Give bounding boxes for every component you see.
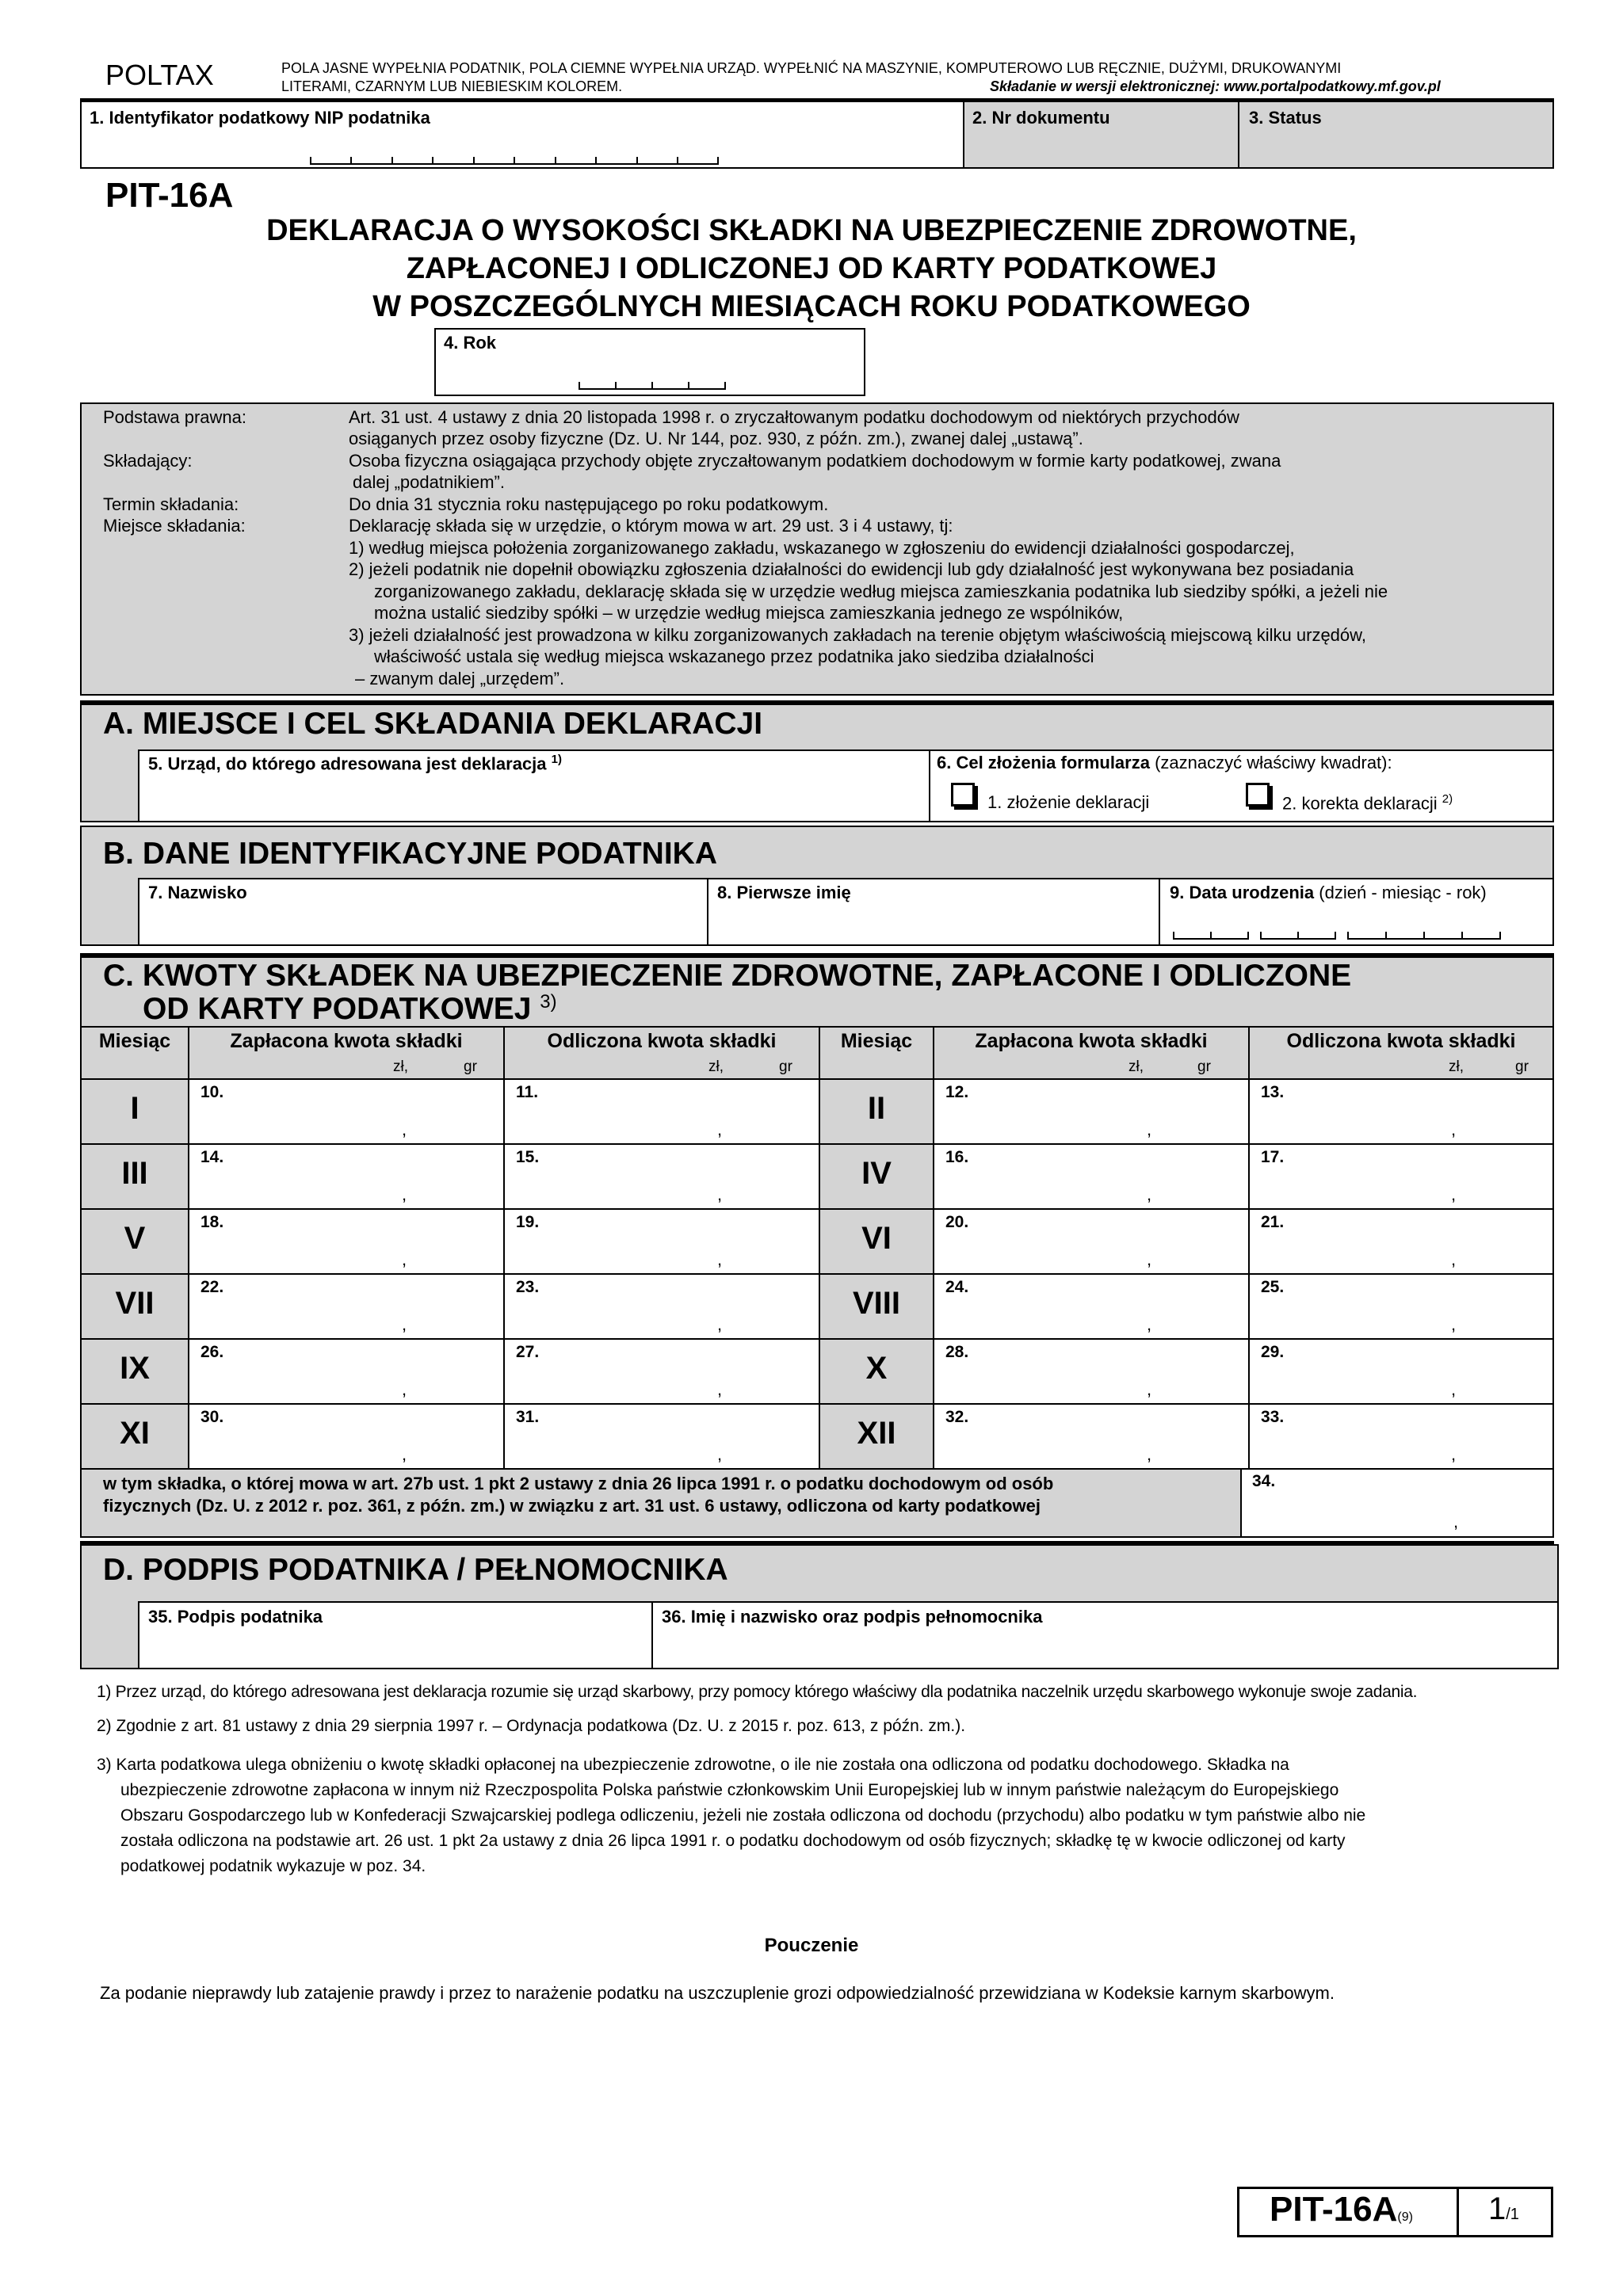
footnote-3-line-5: podatkowej podatnik wykazuje w poz. 34. <box>120 1857 426 1875</box>
section-c-title-2 <box>143 991 557 1027</box>
field-number: 29. <box>1261 1343 1285 1361</box>
month-label: IX <box>120 1351 150 1386</box>
month-label: III <box>121 1156 148 1191</box>
field-number: 13. <box>1261 1083 1285 1101</box>
decimal-comma: , <box>717 1379 723 1399</box>
month-label: XII <box>857 1416 896 1451</box>
decimal-comma: , <box>1147 1379 1152 1399</box>
unit-zl-1: zł, <box>393 1058 408 1075</box>
col-deducted-right-label: Odliczona kwota składki <box>1286 1030 1516 1052</box>
footnote-3-line-2: ubezpieczenie zdrowotne zapłacona w innym niż Rzeczpospolita Polska państwie członkowskim Unii Europejskiej lub w innym państwie należącym do Europejskiego <box>120 1781 1339 1799</box>
section-b-title: B. DANE IDENTYFIKACYJNE PODATNIKA <box>103 837 717 871</box>
month-label: XI <box>120 1416 150 1451</box>
decimal-comma: , <box>1451 1444 1457 1464</box>
option-correction-sup: 2) <box>1442 792 1453 806</box>
decimal-comma: , <box>1451 1249 1457 1269</box>
decimal-comma: , <box>402 1184 407 1204</box>
field-number: 20. <box>945 1213 969 1231</box>
field-number: 15. <box>516 1148 540 1166</box>
unit-zl-2: zł, <box>708 1058 724 1075</box>
surname-label: 7. Nazwisko <box>148 883 247 902</box>
notice-text: Za podanie nieprawdy lub zatajenie prawdy i przez to narażenie podatku na uszczuplenie grozi odpowiedzialność przewidziana w Kodeksie karnym skarbowym. <box>100 1983 1335 2003</box>
decimal-comma: , <box>402 1249 407 1269</box>
field-number: 22. <box>200 1278 224 1296</box>
decimal-comma: , <box>717 1314 723 1334</box>
decimal-comma: , <box>717 1444 723 1464</box>
decimal-comma: , <box>402 1379 407 1399</box>
amount-field-paid-left[interactable] <box>188 1208 505 1275</box>
amount-field-paid-left[interactable] <box>188 1403 505 1470</box>
field-number: 31. <box>516 1408 540 1426</box>
month-label: I <box>130 1091 139 1126</box>
footer-version: (9) <box>1397 2210 1413 2224</box>
month-label: IV <box>861 1156 892 1191</box>
amount-field-paid-left[interactable] <box>188 1078 505 1145</box>
decimal-comma: , <box>1147 1184 1152 1204</box>
month-label: VII <box>115 1286 155 1321</box>
footnote-3-line-1: 3) Karta podatkowa ulega obniżeniu o kwotę składki opłaconej na ubezpieczenie zdrowotne, o ile nie została ona odliczona od podatku dochodowego. Składka na <box>97 1756 1289 1774</box>
filer-text-1: Osoba fizyczna osiągająca przychody objęte zryczałtowanym podatkiem dochodowym w formie karty podatkowej, zwana <box>349 451 1281 471</box>
month-label: VIII <box>852 1286 901 1321</box>
section-a-title: A. MIEJSCE I CEL SKŁADANIA DEKLARACJI <box>103 707 763 741</box>
field-number: 32. <box>945 1408 969 1426</box>
form-title-line-3: W POSZCZEGÓLNYCH MIESIĄCACH ROKU PODATKOWEGO <box>372 290 1251 323</box>
place-text-2: 1) według miejsca położenia zorganizowanego zakładu, wskazanego w zgłoszeniu do ewidencji działalności gospodarczej, <box>349 538 1295 558</box>
field-number: 23. <box>516 1278 540 1296</box>
footer-page-total: /1 <box>1506 2206 1519 2223</box>
field-number: 16. <box>945 1148 969 1166</box>
amount-field-deducted-left[interactable] <box>503 1338 820 1405</box>
month-label: X <box>865 1351 888 1386</box>
purpose-label-text: 6. Cel złożenia formularza <box>937 753 1150 772</box>
footer-code-text: PIT-16A <box>1270 2190 1398 2229</box>
year-input-ticks <box>579 379 726 390</box>
amount-field-deducted-right[interactable] <box>1248 1403 1554 1470</box>
place-text-5: można ustalić siedziby spółki – w urzędzie według miejsca zamieszkania jednego ze wspólników, <box>374 603 1124 623</box>
field-number: 10. <box>200 1083 224 1101</box>
form-title-line-2: ZAPŁACONEJ I ODLICZONEJ OD KARTY PODATKOWEJ <box>406 252 1217 285</box>
option-correction-text: 2. korekta deklaracji <box>1282 793 1438 814</box>
instructions-line-1: POLA JASNE WYPEŁNIA PODATNIK, POLA CIEMNE WYPEŁNIA URZĄD. WYPEŁNIĆ NA MASZYNIE, KOMPUTEROWO LUB RĘCZNIE, DUŻYMI, DRUKOWANYMI <box>281 60 1342 76</box>
col-month-left-label: Miesiąc <box>98 1030 171 1052</box>
footer-page <box>1488 2191 1519 2227</box>
decimal-comma: , <box>1147 1314 1152 1334</box>
col-paid-left-label: Zapłacona kwota składki <box>230 1030 463 1052</box>
unit-gr-4: gr <box>1515 1058 1529 1075</box>
footnote-2: 2) Zgodnie z art. 81 ustawy z dnia 29 sierpnia 1997 r. – Ordynacja podatkowa (Dz. U. z 2015 r. poz. 613, z późn. zm.). <box>97 1717 966 1735</box>
footnote-1: 1) Przez urząd, do którego adresowana jest deklaracja rozumie się urząd skarbowy, przy pomocy którego właściwy dla podatnika naczelnik urzędu skarbowego wykonuje swoje zadania. <box>97 1683 1418 1701</box>
decimal-comma: , <box>402 1314 407 1334</box>
amount-field-paid-left[interactable] <box>188 1143 505 1210</box>
proxy-label: 36. Imię i nazwisko oraz podpis pełnomocnika <box>662 1607 1043 1627</box>
dob-label <box>1170 883 1487 903</box>
col-deducted-left-label: Odliczona kwota składki <box>547 1030 777 1052</box>
field-number: 33. <box>1261 1408 1285 1426</box>
field-number: 21. <box>1261 1213 1285 1231</box>
amount-field-deducted-right[interactable] <box>1248 1273 1554 1340</box>
field-number: 24. <box>945 1278 969 1296</box>
office-label-text: 5. Urząd, do którego adresowana jest deklaracja <box>148 753 547 774</box>
deadline-label: Termin składania: <box>103 494 239 514</box>
amount-field-deducted-left[interactable] <box>503 1143 820 1210</box>
place-text-6: 3) jeżeli działalność jest prowadzona w kilku zorganizowanych zakładach na terenie objętym właściwością miejscową kilku urzędów, <box>349 625 1366 645</box>
decimal-comma: , <box>1147 1249 1152 1269</box>
field-number: 28. <box>945 1343 969 1361</box>
amount-field-deducted-right[interactable] <box>1248 1208 1554 1275</box>
amount-field-paid-right[interactable] <box>933 1338 1250 1405</box>
place-label: Miejsce składania: <box>103 516 246 536</box>
field-number: 25. <box>1261 1278 1285 1296</box>
filer-text-2: dalej „podatnikiem”. <box>353 472 505 492</box>
dob-label-text: 9. Data urodzenia <box>1170 883 1315 902</box>
office-label-sup: 1) <box>551 753 562 766</box>
decimal-comma: , <box>717 1119 723 1139</box>
month-label: II <box>867 1091 886 1126</box>
amount-field-paid-right[interactable] <box>933 1403 1250 1470</box>
filer-label: Składający: <box>103 451 193 471</box>
month-label: V <box>124 1221 146 1256</box>
instructions-line-2: LITERAMI, CZARNYM LUB NIEBIESKIM KOLOREM. <box>281 78 623 94</box>
place-text-4: zorganizowanego zakładu, deklarację składa się w urzędzie według miejsca zamieszkania podatnika lub siedziby spółki, a jeżeli nie <box>374 582 1388 601</box>
field-number: 11. <box>516 1083 539 1101</box>
document-number-label: 2. Nr dokumentu <box>972 108 1110 128</box>
place-text-8: – zwanym dalej „urzędem”. <box>355 669 565 688</box>
amount-field-deducted-left[interactable] <box>503 1078 820 1145</box>
total-line-1: w tym składka, o której mowa w art. 27b ust. 1 pkt 2 ustawy z dnia 26 lipca 1991 r. o podatku dochodowym od osób <box>103 1474 1054 1493</box>
firstname-label: 8. Pierwsze imię <box>717 883 851 902</box>
dob-ticks-day <box>1173 929 1249 940</box>
deadline-text: Do dnia 31 stycznia roku następującego po roku podatkowym. <box>349 494 829 514</box>
field-34-comma: , <box>1453 1512 1459 1531</box>
unit-gr-2: gr <box>779 1058 792 1075</box>
total-line-2: fizycznych (Dz. U. z 2012 r. poz. 361, z późn. zm.) w związku z art. 31 ust. 6 ustawy, odliczona od karty podatkowej <box>103 1496 1041 1516</box>
option-declaration-label: 1. złożenie deklaracji <box>987 792 1150 812</box>
dob-hint: (dzień - miesiąc - rok) <box>1319 883 1487 902</box>
basis-text-2: osiąganych przez osoby fizyczne (Dz. U. Nr 144, poz. 930, z późn. zm.), zwanej dalej „ustawą”. <box>349 429 1083 448</box>
amount-field-deducted-left[interactable] <box>503 1273 820 1340</box>
footer-page-number: 1 <box>1488 2191 1507 2226</box>
amount-field-paid-right[interactable] <box>933 1143 1250 1210</box>
section-c-title-1: C. KWOTY SKŁADEK NA UBEZPIECZENIE ZDROWOTNE, ZAPŁACONE I ODLICZONE <box>103 959 1352 993</box>
unit-gr-1: gr <box>464 1058 477 1075</box>
office-label <box>148 753 562 774</box>
decimal-comma: , <box>717 1184 723 1204</box>
unit-gr-3: gr <box>1197 1058 1211 1075</box>
decimal-comma: , <box>1451 1379 1457 1399</box>
year-label: 4. Rok <box>444 333 497 353</box>
dob-ticks-month <box>1260 929 1336 940</box>
option-declaration-checkbox[interactable] <box>951 783 975 807</box>
month-label: VI <box>861 1221 892 1256</box>
footer-form-code <box>1270 2190 1413 2229</box>
place-text-1: Deklarację składa się w urzędzie, o którym mowa w art. 29 ust. 3 i 4 ustawy, tj: <box>349 516 953 536</box>
section-c-title-sup: 3) <box>540 991 557 1013</box>
amount-field-paid-right[interactable] <box>933 1208 1250 1275</box>
form-title-line-1: DEKLARACJA O WYSOKOŚCI SKŁADKI NA UBEZPIECZENIE ZDROWOTNE, <box>266 214 1357 247</box>
field-number: 17. <box>1261 1148 1285 1166</box>
col-paid-right-label: Zapłacona kwota składki <box>975 1030 1208 1052</box>
col-month-right-label: Miesiąc <box>840 1030 913 1052</box>
dob-ticks-year <box>1347 929 1501 940</box>
form-code: PIT-16A <box>105 176 234 215</box>
field-number: 12. <box>945 1083 969 1101</box>
status-label: 3. Status <box>1249 108 1322 128</box>
purpose-label <box>937 753 1392 773</box>
field-number: 19. <box>516 1213 540 1231</box>
field-34-number: 34. <box>1252 1472 1276 1490</box>
unit-zl-3: zł, <box>1128 1058 1144 1075</box>
nip-input-ticks <box>310 154 719 165</box>
amount-field-paid-right[interactable] <box>933 1273 1250 1340</box>
amount-field-paid-right[interactable] <box>933 1078 1250 1145</box>
amount-field-deducted-right[interactable] <box>1248 1078 1554 1145</box>
basis-label: Podstawa prawna: <box>103 407 246 427</box>
decimal-comma: , <box>402 1444 407 1464</box>
nip-label: 1. Identyfikator podatkowy NIP podatnika <box>90 108 430 128</box>
decimal-comma: , <box>1147 1444 1152 1464</box>
amount-field-paid-left[interactable] <box>188 1338 505 1405</box>
signature-label: 35. Podpis podatnika <box>148 1607 323 1627</box>
brand-logo: POLTAX <box>105 59 214 91</box>
place-text-3: 2) jeżeli podatnik nie dopełnił obowiązku zgłoszenia działalności do ewidencji lub gdy działalność jest wykonywana bez posiadania <box>349 559 1354 579</box>
amount-field-deducted-right[interactable] <box>1248 1143 1554 1210</box>
option-correction-checkbox[interactable] <box>1246 783 1270 807</box>
purpose-hint: (zaznaczyć właściwy kwadrat): <box>1155 753 1392 772</box>
basis-text-1: Art. 31 ust. 4 ustawy z dnia 20 listopada 1998 r. o zryczałtowanym podatku dochodowym od niektórych przychodów <box>349 407 1239 427</box>
field-number: 30. <box>200 1408 224 1426</box>
place-text-7: właściwość ustala się według miejsca wskazanego przez podatnika jako siedziba działalności <box>374 646 1094 666</box>
amount-field-paid-left[interactable] <box>188 1273 505 1340</box>
field-number: 27. <box>516 1343 540 1361</box>
decimal-comma: , <box>1451 1119 1457 1139</box>
electronic-filing-note: Składanie w wersji elektronicznej: www.portalpodatkowy.mf.gov.pl <box>990 78 1441 94</box>
unit-zl-4: zł, <box>1449 1058 1464 1075</box>
decimal-comma: , <box>717 1249 723 1269</box>
field-number: 26. <box>200 1343 224 1361</box>
amount-field-deducted-right[interactable] <box>1248 1338 1554 1405</box>
amount-field-deducted-left[interactable] <box>503 1403 820 1470</box>
decimal-comma: , <box>1451 1314 1457 1334</box>
section-d-title: D. PODPIS PODATNIKA / PEŁNOMOCNIKA <box>103 1553 728 1587</box>
amount-field-deducted-left[interactable] <box>503 1208 820 1275</box>
section-c-title-2-text: OD KARTY PODATKOWEJ <box>143 992 532 1026</box>
option-correction-label <box>1282 792 1453 814</box>
field-number: 18. <box>200 1213 224 1231</box>
footnote-3-line-4: została odliczona na podstawie art. 26 ust. 1 pkt 2a ustawy z dnia 26 lipca 1991 r. o podatku dochodowym od osób fizycznych; składkę tę w kwocie odliczonej od karty <box>120 1832 1346 1850</box>
field-34[interactable] <box>1240 1468 1554 1538</box>
field-number: 14. <box>200 1148 224 1166</box>
decimal-comma: , <box>1451 1184 1457 1204</box>
footnote-3-line-3: Obszaru Gospodarczego lub w Konfederacji Szwajcarskiej podlega odliczeniu, jeżeli nie została odliczona od dochodu (przychodu) albo podatku w tym państwie albo nie <box>120 1806 1366 1825</box>
notice-title: Pouczenie <box>764 1935 859 1956</box>
decimal-comma: , <box>1147 1119 1152 1139</box>
decimal-comma: , <box>402 1119 407 1139</box>
